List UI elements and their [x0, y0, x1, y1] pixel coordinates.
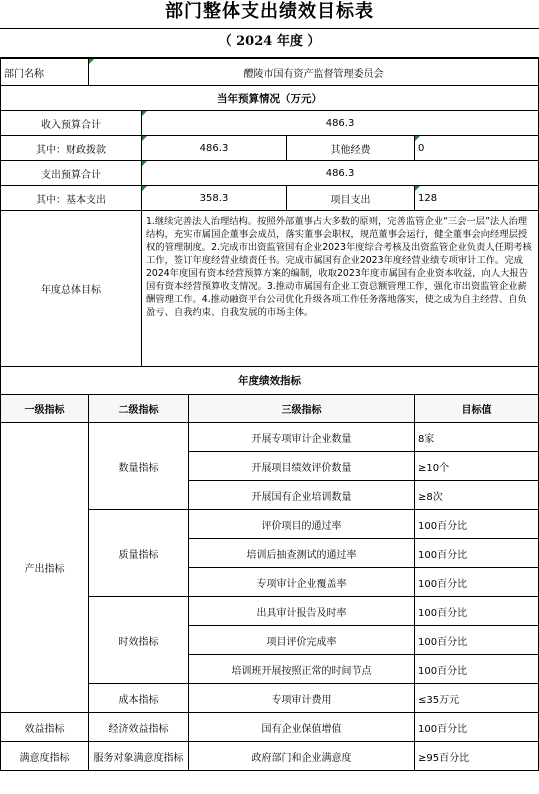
indicator-name: 开展项目绩效评价数量	[189, 452, 415, 481]
satisfaction-indicator-label: 满意度指标	[1, 742, 89, 771]
indicator-target: ≥95百分比	[415, 742, 539, 771]
header-level2: 二级指标	[89, 395, 189, 423]
project-expense-value: 128	[415, 186, 539, 211]
header-target: 目标值	[415, 395, 539, 423]
year-subtitle: （ 2024 年度 ）	[0, 28, 539, 58]
basic-expense-label: 其中：基本支出	[1, 186, 142, 211]
indicator-name: 项目评价完成率	[189, 626, 415, 655]
basic-expense-value: 358.3	[142, 186, 287, 211]
indicator-target: 100百分比	[415, 655, 539, 684]
indicator-target: 100百分比	[415, 713, 539, 742]
cost-indicator-label: 成本指标	[89, 684, 189, 713]
income-total-label: 收入预算合计	[1, 111, 142, 136]
indicator-name: 评价项目的通过率	[189, 510, 415, 539]
indicator-name: 开展专项审计企业数量	[189, 423, 415, 452]
indicator-target: 100百分比	[415, 597, 539, 626]
expense-total-value: 486.3	[142, 161, 539, 186]
indicator-name: 专项审计费用	[189, 684, 415, 713]
indicator-name: 开展国有企业培训数量	[189, 481, 415, 510]
other-funds-value: 0	[415, 136, 539, 161]
quantity-indicator-label: 数量指标	[89, 423, 189, 510]
page-title: 部门整体支出绩效目标表	[165, 1, 374, 22]
indicator-target: 100百分比	[415, 539, 539, 568]
budget-section-header: 当年预算情况（万元）	[1, 86, 539, 111]
indicator-name: 国有企业保值增值	[189, 713, 415, 742]
indicator-target: ≥10个	[415, 452, 539, 481]
income-total-value: 486.3	[142, 111, 539, 136]
indicator-target: 100百分比	[415, 626, 539, 655]
header-level3: 三级指标	[189, 395, 415, 423]
header-level1: 一级指标	[1, 395, 89, 423]
output-indicator-label: 产出指标	[1, 423, 89, 713]
department-label: 部门名称	[1, 59, 89, 86]
indicator-target: 100百分比	[415, 510, 539, 539]
expense-total-label: 支出预算合计	[1, 161, 142, 186]
indicator-name: 政府部门和企业满意度	[189, 742, 415, 771]
indicator-name: 培训班开展按照正常的时间节点	[189, 655, 415, 684]
fiscal-allocation-value: 486.3	[142, 136, 287, 161]
perf-section-header: 年度绩效指标	[1, 367, 539, 395]
economic-benefit-label: 经济效益指标	[89, 713, 189, 742]
fiscal-allocation-label: 其中：财政拨款	[1, 136, 142, 161]
indicator-name: 专项审计企业覆盖率	[189, 568, 415, 597]
target-table	[0, 58, 539, 771]
indicator-name: 出具审计报告及时率	[189, 597, 415, 626]
benefit-indicator-label: 效益指标	[1, 713, 89, 742]
indicator-target: 8家	[415, 423, 539, 452]
timeliness-indicator-label: 时效指标	[89, 597, 189, 684]
quality-indicator-label: 质量指标	[89, 510, 189, 597]
department-value: 醴陵市国有资产监督管理委员会	[89, 59, 539, 86]
indicator-name: 培训后抽查测试的通过率	[189, 539, 415, 568]
indicator-target: ≤35万元	[415, 684, 539, 713]
annual-goal-label: 年度总体目标	[1, 211, 142, 367]
project-expense-label: 项目支出	[287, 186, 415, 211]
indicator-target: 100百分比	[415, 568, 539, 597]
indicator-target: ≥8次	[415, 481, 539, 510]
annual-goal-text: 1.继续完善法人治理结构。按照外部董事占大多数的原则，完善监管企业“三会一层”法人治理结构，充实市属国企董事会成员，落实董事会职权，规范董事会运行，健全董事会向经理层授权的管理制度。2.完成市出资监管国有企业2023年度综合考核及出资监管企业负责人任期考核工作，签订年度经营业绩责任书。完成市属国有企业2023年度经营业绩专项审计工作。完成2024年度国有资本经营预算方案的编制，收取2023年度市属国有企业资本收益，向人大报告国有资本经营预算收支情况。3.推动市属国有企业工资总额管理工作，强化市出资监管企业薪酬管理工作。4.推动融资平台公司优化升级各项工作任务落地落实，使之成为自主经营、自负盈亏、自我约束、自我发展的市场主体。	[142, 211, 539, 367]
other-funds-label: 其他经费	[287, 136, 415, 161]
service-satisfaction-label: 服务对象满意度指标	[89, 742, 189, 771]
